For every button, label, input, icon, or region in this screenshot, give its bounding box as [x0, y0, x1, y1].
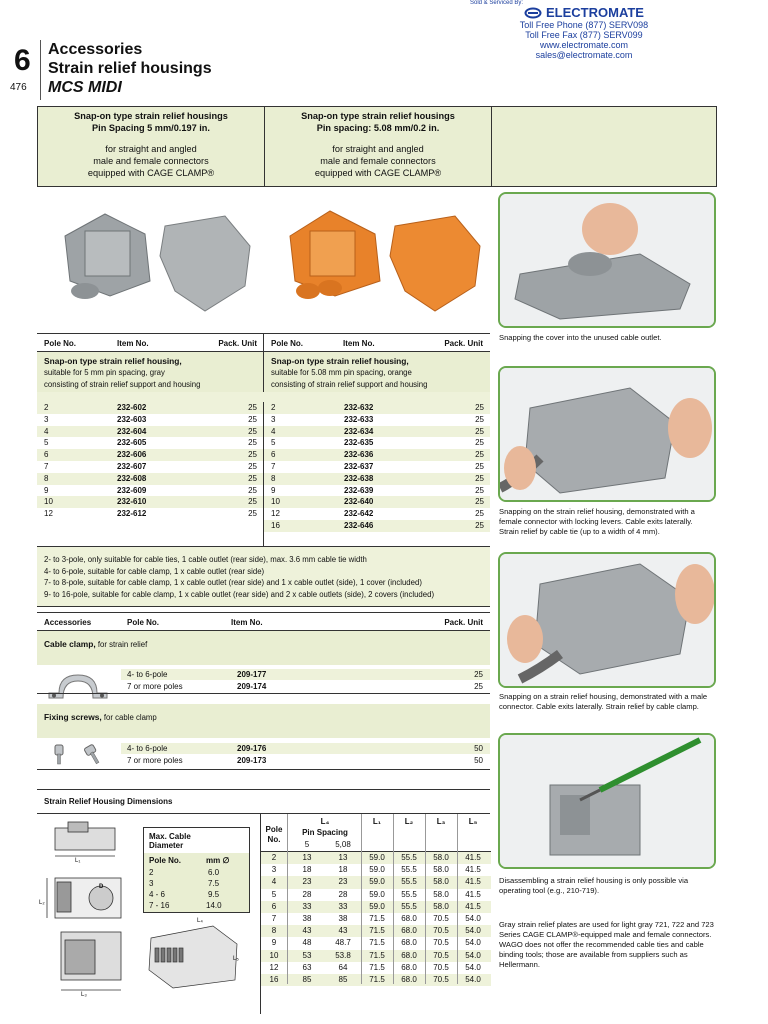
row-pole: 10	[271, 497, 280, 507]
row-item: 232-603	[117, 414, 147, 424]
female-connector-illustration	[500, 368, 714, 500]
screw-row-pole: 7 or more poles	[127, 756, 183, 765]
dim-cell: 70.5	[433, 962, 449, 972]
col-header-pole: Pole No.	[44, 339, 77, 348]
screw-row-pack: 50	[474, 744, 483, 753]
dim-cell: 55.5	[401, 877, 417, 887]
note-line: 2- to 3-pole, only suitable for cable ties, 1 cable outlet (rear side), max. 3.6 mm cable tie width	[44, 555, 367, 564]
row-pole: 6	[44, 450, 49, 460]
dim-cell: 53	[302, 950, 312, 960]
group-sub: suitable for 5 mm pin spacing, gray	[44, 368, 165, 377]
chapter-rule	[40, 40, 41, 100]
max-cable-mm: 6.0	[208, 868, 220, 877]
max-cable-mm: 9.5	[208, 890, 220, 899]
clamp-row-item: 209-177	[237, 670, 267, 679]
acc-header-pole: Pole No.	[127, 618, 160, 627]
dim-cell: 5	[271, 889, 277, 899]
clamp-row-bg	[121, 669, 490, 680]
dim-cell: 70.5	[433, 926, 449, 936]
group-title: Snap-on type strain relief housing,	[271, 356, 409, 366]
row-pole: 3	[271, 414, 276, 424]
dim-cell: 16	[269, 974, 279, 984]
row-pack: 25	[475, 520, 484, 530]
vendor-email[interactable]: sales@electromate.com	[535, 50, 633, 60]
table-row	[37, 496, 263, 508]
dim-cell: 68.0	[401, 962, 417, 972]
vendor-phone: Toll Free Phone (877) SERV098	[519, 20, 649, 30]
dim-cell: 59.0	[369, 901, 385, 911]
drawing-label: L₃	[81, 992, 87, 998]
row-item: 232-606	[117, 450, 147, 460]
fixing-screws-label: Fixing screws,	[44, 712, 102, 722]
dim-cell: 55.5	[401, 901, 417, 911]
dim-cell: 43	[338, 926, 348, 936]
drawing-label: L₂	[39, 900, 45, 906]
group-sub: consisting of strain relief support and housing	[44, 380, 201, 389]
dim-cell: 48	[302, 938, 312, 948]
dim-cell: 38	[338, 913, 348, 923]
intro-desc: male and female connectors	[320, 156, 436, 166]
group-title: Snap-on type strain relief housing,	[44, 356, 182, 366]
clamp-row-pole: 4- to 6-pole	[127, 670, 168, 679]
row-pole: 16	[271, 520, 280, 530]
col-header-item: Item No.	[117, 339, 149, 348]
table-row	[264, 414, 490, 426]
male-connector-illustration	[500, 554, 714, 686]
photo-female-connector	[498, 366, 716, 502]
dim-cell: 59.0	[369, 889, 385, 899]
dim-cell: 41.5	[465, 877, 481, 887]
table-row	[264, 437, 490, 449]
fixing-screws-title	[44, 712, 157, 722]
dim-cell: 41.5	[465, 853, 481, 862]
page-title	[48, 40, 212, 97]
dim-cell: 10	[269, 950, 279, 960]
dim-cell: 4	[271, 877, 277, 887]
page-number: 476	[10, 82, 27, 93]
clamp-row-pole: 7 or more poles	[127, 682, 183, 691]
screw-row-bg	[121, 743, 490, 754]
row-pack: 25	[475, 509, 484, 519]
note-line: 7- to 8-pole, suitable for cable clamp, 1 x cable outlet (rear side) and 1 x cable outlet (side), 1 cover (included)	[44, 578, 422, 587]
table-row	[37, 473, 263, 485]
cable-clamp-image	[45, 669, 111, 703]
intro-desc: for straight and angled	[332, 144, 424, 154]
dim-cell: 7	[271, 913, 277, 923]
table-row	[37, 449, 263, 461]
chapter-number: 6	[14, 44, 31, 77]
row-pole: 4	[44, 426, 49, 436]
table-row	[264, 473, 490, 485]
row-pack: 25	[248, 509, 257, 519]
row-pack: 25	[248, 497, 257, 507]
col-header-pack: Pack. Unit	[444, 339, 483, 348]
photo-disassembly	[498, 733, 716, 869]
screw-row-item: 209-176	[237, 744, 267, 753]
drawing-label: D	[99, 884, 104, 890]
dim-cell: 41.5	[465, 889, 481, 899]
dim-h-508: 5,08	[335, 840, 351, 849]
dim-cell: 12	[269, 962, 279, 972]
row-pole: 7	[44, 461, 49, 471]
table-row	[37, 437, 263, 449]
dim-cell: 59.0	[369, 877, 385, 887]
fixing-screws-image	[49, 739, 113, 767]
row-pack: 25	[475, 461, 484, 471]
dimensions-section	[37, 789, 490, 1015]
max-cable-table	[143, 827, 250, 913]
max-cable-title: Diameter	[149, 841, 184, 850]
rows-left	[37, 402, 263, 520]
caption-notes	[499, 920, 714, 970]
dim-cell: 68.0	[401, 913, 417, 923]
vendor-fax: Toll Free Fax (877) SERV099	[525, 30, 643, 40]
dimension-drawing	[43, 820, 143, 1010]
caption-disassembly: Disassembling a strain relief housing is only possible via operating tool (e.g., 210-719).	[499, 876, 689, 895]
dim-col-rule	[361, 814, 362, 984]
row-item: 232-607	[117, 461, 147, 471]
dim-cell: 41.5	[465, 865, 481, 875]
row-pole: 7	[271, 461, 276, 471]
intro-title: Snap-on type strain relief housings	[301, 111, 455, 121]
caption-female-connector: Snapping on the strain relief housing, demonstrated with a female connector with locking levers. Cable exits laterally. Strain relief by cable tie (up to a width of 4 mm).	[499, 507, 695, 536]
dim-cell: 18	[338, 865, 348, 875]
intro-title: Pin Spacing 5 mm/0.197 in.	[92, 123, 210, 133]
dim-h-l2: L₂	[404, 817, 414, 826]
row-item: 232-602	[117, 403, 147, 412]
row-item: 232-637	[344, 461, 374, 471]
dim-cell: 68.0	[401, 950, 417, 960]
row-item: 232-632	[344, 403, 374, 412]
title-line: MCS MIDI	[48, 79, 122, 96]
dim-cell: 71.5	[369, 962, 385, 972]
table-row	[264, 485, 490, 497]
dim-cell: 55.5	[401, 865, 417, 875]
dim-cell: 85	[302, 974, 312, 984]
intro-desc: equipped with CAGE CLAMP®	[87, 168, 215, 178]
vendor-name: ELECTROMATE	[546, 5, 644, 20]
dim-cell: 54.0	[465, 974, 481, 984]
acc-header-item: Item No.	[231, 618, 263, 627]
dim-cell: 58.0	[433, 889, 449, 899]
row-pack: 25	[248, 450, 257, 460]
dim-cell: 58.0	[433, 865, 449, 875]
dim-cell: 59.0	[369, 853, 385, 862]
drawing-label: L₁	[75, 858, 81, 864]
dim-cell: 54.0	[465, 938, 481, 948]
dim-col-rule	[393, 814, 394, 984]
table-row	[264, 508, 490, 520]
row-item: 232-638	[344, 473, 374, 483]
dim-cell: 33	[338, 901, 348, 911]
dim-cell: 64	[338, 962, 348, 972]
row-item: 232-640	[344, 497, 374, 507]
fixing-screws-suffix: for cable clamp	[101, 713, 157, 722]
dim-cell: 85	[338, 974, 348, 984]
max-cable-col-mm: mm ∅	[206, 856, 230, 865]
caption-cover-snap: Snapping the cover into the unused cable outlet.	[499, 333, 662, 342]
dim-cell: 59.0	[369, 865, 385, 875]
intro-desc: for straight and angled	[105, 144, 197, 154]
max-cable-pole: 3	[149, 879, 154, 888]
title-line: Accessories	[48, 41, 143, 58]
row-pole: 9	[44, 485, 49, 495]
dim-cell: 71.5	[369, 950, 385, 960]
row-item: 232-610	[117, 497, 147, 507]
row-item: 232-642	[344, 509, 374, 519]
row-pack: 25	[248, 485, 257, 495]
row-pole: 6	[271, 450, 276, 460]
row-pole: 3	[44, 414, 49, 424]
photo-male-connector	[498, 552, 716, 688]
dim-cell: 8	[271, 926, 277, 936]
dim-table	[260, 814, 490, 1014]
dim-cell: 63	[302, 962, 312, 972]
dim-cell: 55.5	[401, 889, 417, 899]
dim-col-rule	[425, 814, 426, 984]
col-header-pole: Pole No.	[271, 339, 304, 348]
row-pack: 25	[248, 403, 257, 412]
note-line: 4- to 6-pole, suitable for cable clamp, 1 x cable outlet (rear side)	[44, 566, 265, 576]
row-item: 232-604	[117, 426, 147, 436]
row-item: 232-635	[344, 438, 374, 448]
dim-cell: 2	[271, 853, 277, 862]
acc-header-pack: Pack. Unit	[444, 618, 483, 627]
row-pole: 5	[44, 438, 49, 448]
dim-h-pin: Pin Spacing	[302, 828, 348, 837]
dim-cell: 3	[271, 865, 277, 875]
gray-housing-image	[55, 196, 255, 316]
disassembly-illustration	[500, 735, 714, 867]
group-sub: consisting of strain relief support and housing	[271, 380, 428, 389]
dim-h-pole: No.	[267, 835, 281, 844]
dim-cell: 6	[271, 901, 277, 911]
table-row	[37, 508, 263, 520]
dimensions-title: Strain Relief Housing Dimensions	[44, 797, 173, 806]
max-cable-mm: 14.0	[206, 901, 222, 910]
note-line: 9- to 16-pole, suitable for cable clamp, 1 x cable outlet (rear side) and 2 x cable outlets (side), 2 covers (included)	[44, 589, 435, 599]
row-pack: 25	[475, 497, 484, 507]
cable-clamp-title	[44, 639, 147, 649]
row-pole: 8	[44, 473, 49, 483]
dim-cell: 54.0	[465, 950, 481, 960]
table-row	[37, 426, 263, 438]
dim-cell: 41.5	[465, 901, 481, 911]
max-cable-title: Max. Cable	[149, 832, 191, 841]
row-item: 232-633	[344, 414, 374, 424]
table-row	[37, 485, 263, 497]
table-row	[264, 426, 490, 438]
screw-row-pole: 4- to 6-pole	[127, 744, 168, 753]
photo-cover-snap	[498, 192, 716, 328]
table-row	[264, 520, 490, 532]
group-spacer	[37, 392, 490, 402]
dim-cell: 58.0	[433, 853, 449, 862]
group-sub: suitable for 5.08 mm pin spacing, orange	[271, 368, 412, 377]
row-item: 232-608	[117, 473, 147, 483]
clamp-row-pack: 25	[474, 682, 483, 691]
main-table	[37, 333, 490, 547]
electromate-logo-icon	[524, 7, 542, 19]
acc-header: Accessories	[44, 618, 92, 627]
dim-cell: 38	[302, 913, 312, 923]
dim-cell: 33	[302, 901, 312, 911]
row-pack: 25	[475, 426, 484, 436]
dim-cell: 23	[338, 877, 348, 887]
row-item: 232-646	[344, 520, 374, 530]
row-pole: 2	[271, 403, 276, 412]
row-pack: 25	[248, 414, 257, 424]
dim-cell: 70.5	[433, 950, 449, 960]
dim-cell: 9	[271, 938, 277, 948]
dim-cell: 58.0	[433, 877, 449, 887]
row-pole: 12	[44, 509, 53, 519]
dim-cell: 70.5	[433, 974, 449, 984]
dim-h-l5: L₅	[468, 817, 478, 826]
row-item: 232-636	[344, 450, 374, 460]
dim-h-l1: L₁	[372, 817, 382, 826]
dim-h-l4: L₄	[320, 817, 330, 826]
row-item: 232-639	[344, 485, 374, 495]
row-item: 232-612	[117, 509, 147, 519]
table-row	[264, 461, 490, 473]
row-pole: 9	[271, 485, 276, 495]
row-pack: 25	[475, 438, 484, 448]
dim-cell: 71.5	[369, 974, 385, 984]
dim-cell: 68.0	[401, 938, 417, 948]
dim-cell: 13	[338, 853, 348, 862]
row-pack: 25	[248, 473, 257, 483]
rows-right	[264, 402, 490, 532]
intro-col-508mm	[265, 110, 491, 179]
table-row	[264, 449, 490, 461]
max-cable-mm: 7.5	[208, 879, 220, 888]
acc-separator	[37, 693, 490, 694]
dim-cell: 70.5	[433, 913, 449, 923]
max-cable-col-pole: Pole No.	[149, 856, 182, 865]
max-cable-pole: 7 - 16	[149, 901, 170, 910]
row-item: 232-634	[344, 426, 374, 436]
dim-cell: 68.0	[401, 926, 417, 936]
sold-by-label: Sold & Serviced By:	[470, 0, 524, 6]
row-pack: 25	[475, 485, 484, 495]
dim-cell: 43	[302, 926, 312, 936]
cable-clamp-suffix: for strain relief	[95, 640, 148, 649]
caption-note: Gray strain relief plates are used for light gray 721, 722 and 723 Series CAGE CLAMP®-equipped male and female connectors.	[499, 920, 714, 939]
row-pole: 2	[44, 403, 49, 412]
dim-cell: 54.0	[465, 926, 481, 936]
row-pole: 5	[271, 438, 276, 448]
intro-desc: male and female connectors	[93, 156, 209, 166]
table-row	[37, 414, 263, 426]
table-row	[37, 402, 263, 414]
table-row	[37, 461, 263, 473]
intro-panel	[37, 106, 717, 187]
row-pole: 4	[271, 426, 276, 436]
intro-col-5mm	[38, 110, 264, 179]
table-row	[264, 402, 490, 414]
dim-cell: 28	[302, 889, 312, 899]
row-pole: 12	[271, 509, 280, 519]
col-header-item: Item No.	[343, 339, 375, 348]
dim-col-rule	[457, 814, 458, 984]
dim-cell: 71.5	[369, 938, 385, 948]
dim-cell: 23	[302, 877, 312, 887]
dim-cell: 18	[302, 865, 312, 875]
vendor-block	[466, 0, 702, 60]
table-row	[264, 496, 490, 508]
dim-cell: 55.5	[401, 853, 417, 862]
notes	[44, 554, 489, 600]
dim-cell: 13	[302, 853, 312, 862]
dim-cell: 70.5	[433, 938, 449, 948]
row-pole: 8	[271, 473, 276, 483]
dim-cell: 48.7	[335, 938, 351, 948]
group-desc-left	[44, 355, 200, 391]
col-header-pack: Pack. Unit	[218, 339, 257, 348]
row-item: 232-609	[117, 485, 147, 495]
dim-cell: 58.0	[433, 901, 449, 911]
dim-cell: 28	[338, 889, 348, 899]
title-line: Strain relief housings	[48, 60, 212, 77]
row-pack: 25	[475, 473, 484, 483]
row-pack: 25	[475, 414, 484, 424]
group-desc-right	[271, 355, 427, 391]
dim-col-rule	[287, 814, 288, 984]
housing-render	[143, 918, 243, 990]
row-pack: 25	[248, 426, 257, 436]
cover-snap-illustration	[500, 194, 714, 326]
screw-row-item: 209-173	[237, 756, 267, 765]
dim-h-pole: Pole	[265, 825, 283, 834]
dim-cell: 68.0	[401, 974, 417, 984]
intro-title: Snap-on type strain relief housings	[74, 111, 228, 121]
dim-cell: 71.5	[369, 913, 385, 923]
dim-cell: 53.8	[335, 950, 351, 960]
dim-h-l3: L₃	[436, 817, 446, 826]
caption-male-connector: Snapping on a strain relief housing, demonstrated with a male connector. Cable exits laterally. Strain relief by cable clamp.	[499, 692, 708, 711]
row-pack: 25	[248, 461, 257, 471]
dim-cell: 54.0	[465, 962, 481, 972]
row-pole: 10	[44, 497, 53, 507]
clamp-row-pack: 25	[474, 670, 483, 679]
row-pack: 25	[475, 403, 484, 412]
caption-note: WAGO does not offer the recommended cable ties and cable binding tools; those are available from suppliers such as Hellermann.	[499, 940, 704, 969]
drawing-label: L₄	[197, 918, 203, 924]
max-cable-pole: 2	[149, 868, 154, 877]
drawing-label: L₅	[233, 956, 239, 962]
dim-cell: 54.0	[465, 913, 481, 923]
dim-cell: 71.5	[369, 926, 385, 936]
intro-title: Pin spacing: 5.08 mm/0.2 in.	[316, 123, 440, 133]
clamp-row-item: 209-174	[237, 682, 267, 691]
cable-clamp-label: Cable clamp,	[44, 639, 96, 649]
dim-h-5: 5	[304, 840, 310, 849]
intro-desc: equipped with CAGE CLAMP®	[314, 168, 442, 178]
intro-divider	[491, 107, 492, 186]
vendor-web[interactable]: www.electromate.com	[539, 40, 629, 50]
row-item: 232-605	[117, 438, 147, 448]
accessories-table	[37, 612, 490, 770]
max-cable-pole: 4 - 6	[149, 890, 166, 899]
row-pack: 25	[248, 438, 257, 448]
screw-row-pack: 50	[474, 756, 483, 765]
orange-housing-image	[280, 196, 485, 316]
row-pack: 25	[475, 450, 484, 460]
